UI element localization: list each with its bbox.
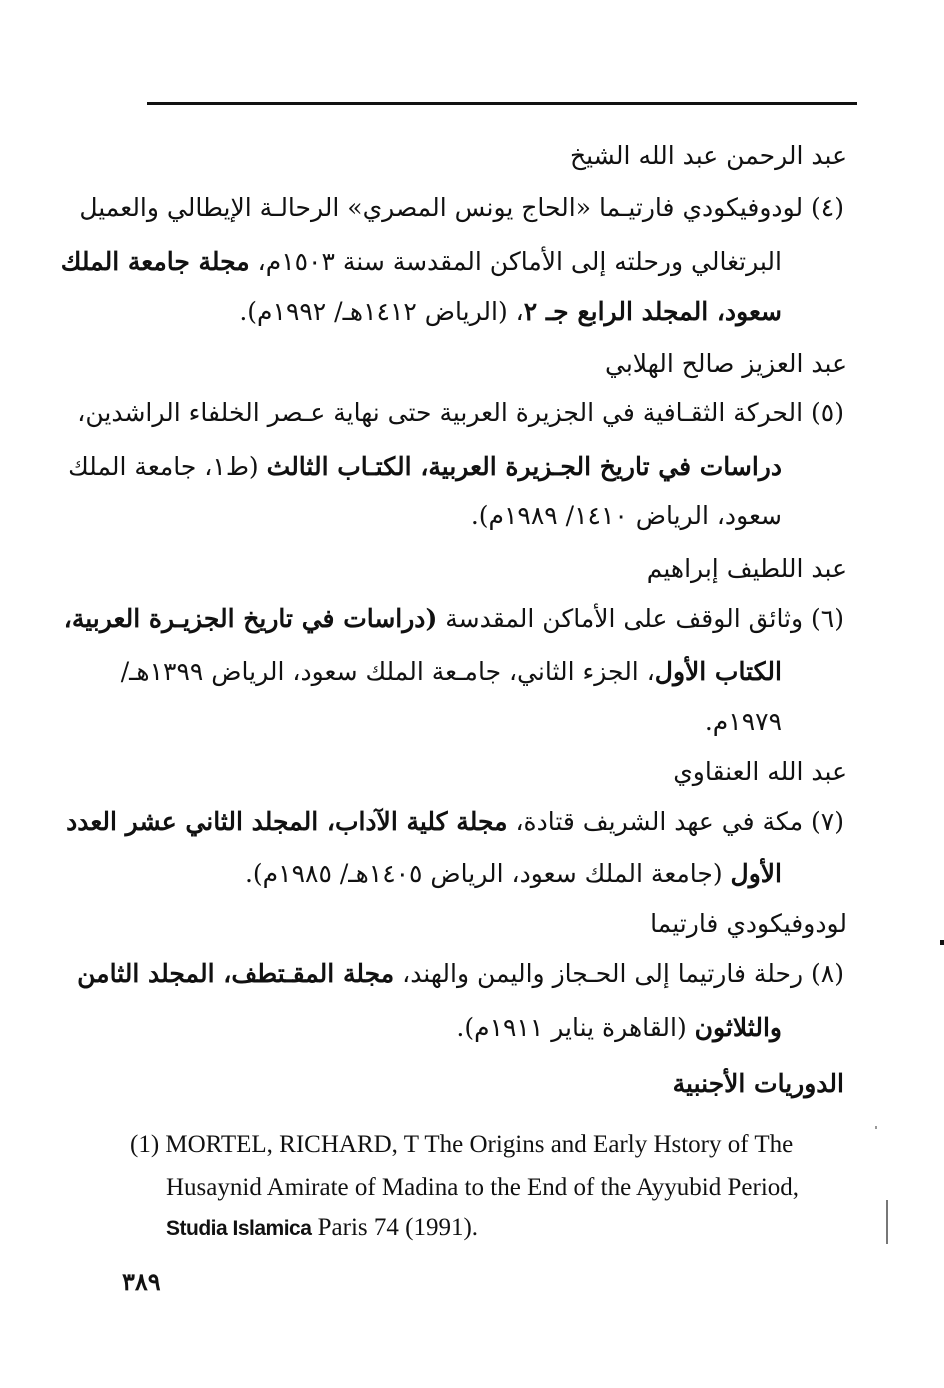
bold-title-text: مجلة المقـتطف، المجلد الثامن bbox=[77, 959, 395, 988]
page-number: ٣٨٩ bbox=[122, 1267, 161, 1296]
entry-text: سعود، الرياض ١٤١٠/ ١٩٨٩م). bbox=[470, 501, 782, 530]
entry-text: ، الجزء الثاني، جامـعة الملك سعود، الرياض ١٣٩٩هـ/ bbox=[120, 657, 655, 686]
entry-line bbox=[79, 192, 844, 224]
entry-line bbox=[77, 397, 844, 429]
bold-title-text: مجلة جامعة الملك bbox=[60, 247, 250, 276]
scan-mark bbox=[875, 1126, 877, 1129]
entry-text: (٧) مكة في عهد الشريف قتادة، bbox=[507, 807, 844, 836]
entry-line bbox=[61, 246, 782, 278]
author-name: عبد العزيز صالح الهلابي bbox=[605, 349, 847, 378]
entry-text: ، (الرياض ١٤١٢هـ/ ١٩٩٢م). bbox=[239, 297, 524, 326]
entry-line bbox=[245, 858, 782, 890]
bold-title-text: مجلة كلية الآداب، المجلد الثاني عشر العدد bbox=[66, 807, 508, 836]
entry-text: البرتغالي ورحلته إلى الأماكن المقدسة سنة ١٥٠٣م، bbox=[249, 247, 782, 276]
scan-mark bbox=[886, 1200, 888, 1244]
bold-title-text: والثلاثون bbox=[694, 1013, 782, 1042]
entry-line bbox=[77, 958, 844, 990]
bold-title-text: دراسات في تاريخ الجـزيرة العربية، الكتـاب الثالث bbox=[266, 452, 782, 481]
entry-text: (٨) رحلة فارتيما إلى الحـجاز واليمن والهند، bbox=[394, 959, 844, 988]
entry-text: (٤) لودوفيكودي فارتيـما «الحاج يونس المصري» الرحالـة الإيطالي والعميل bbox=[79, 193, 844, 222]
bold-title-text: (دراسات في تاريخ الجزيـرة العربية، bbox=[63, 604, 438, 633]
entry-text: (ط١، جامعة الملك bbox=[68, 452, 267, 481]
author-name: لودوفيكودي فارتيما bbox=[650, 909, 847, 938]
entry-line bbox=[66, 806, 844, 838]
entry-line bbox=[68, 451, 782, 483]
author-name: عبد الله العنقاوي bbox=[673, 757, 847, 786]
entry-line bbox=[121, 656, 782, 688]
entry-line bbox=[456, 1012, 782, 1044]
entry-line bbox=[64, 603, 844, 635]
entry-text: ١٩٧٩م. bbox=[704, 707, 782, 736]
entry-text: (٥) الحركة الثقـافية في الجزيرة العربية حتى نهاية عـصر الخلفاء الراشدين، bbox=[77, 398, 844, 427]
journal-title: Studia Islamica bbox=[166, 1217, 312, 1240]
bold-title-text: الكتاب الأول bbox=[654, 657, 782, 686]
bold-title-text: سعود، المجلد الرابع جـ ٢ bbox=[523, 297, 782, 326]
section-heading: الدوريات الأجنبية bbox=[672, 1069, 844, 1098]
entry-line bbox=[705, 706, 782, 738]
scan-mark bbox=[940, 940, 944, 945]
foreign-entry-line-1: (1) MORTEL, RICHARD, T The Origins and Early Hstory of The bbox=[130, 1131, 794, 1158]
entry-text: (جامعة الملك سعود، الرياض ١٤٠٥هـ/ ١٩٨٥م). bbox=[244, 859, 731, 888]
bold-title-text: الأول bbox=[730, 859, 782, 888]
foreign-entry-line-2: Husaynid Amirate of Madina to the End of the Ayyubid Period, bbox=[166, 1174, 800, 1201]
entry-text: (القاهرة يناير ١٩١١م). bbox=[456, 1013, 695, 1042]
author-name: عبد الرحمن عبد الله الشيخ bbox=[569, 141, 847, 170]
author-name: عبد اللطيف إبراهيم bbox=[646, 554, 847, 583]
entry-line bbox=[239, 296, 782, 328]
journal-details: Paris 74 (1991). bbox=[311, 1214, 479, 1241]
entry-text: (٦) وثائق الوقف على الأماكن المقدسة bbox=[437, 604, 844, 633]
entry-line bbox=[471, 500, 782, 532]
top-rule bbox=[147, 102, 857, 105]
foreign-entry-line-3 bbox=[166, 1212, 478, 1245]
